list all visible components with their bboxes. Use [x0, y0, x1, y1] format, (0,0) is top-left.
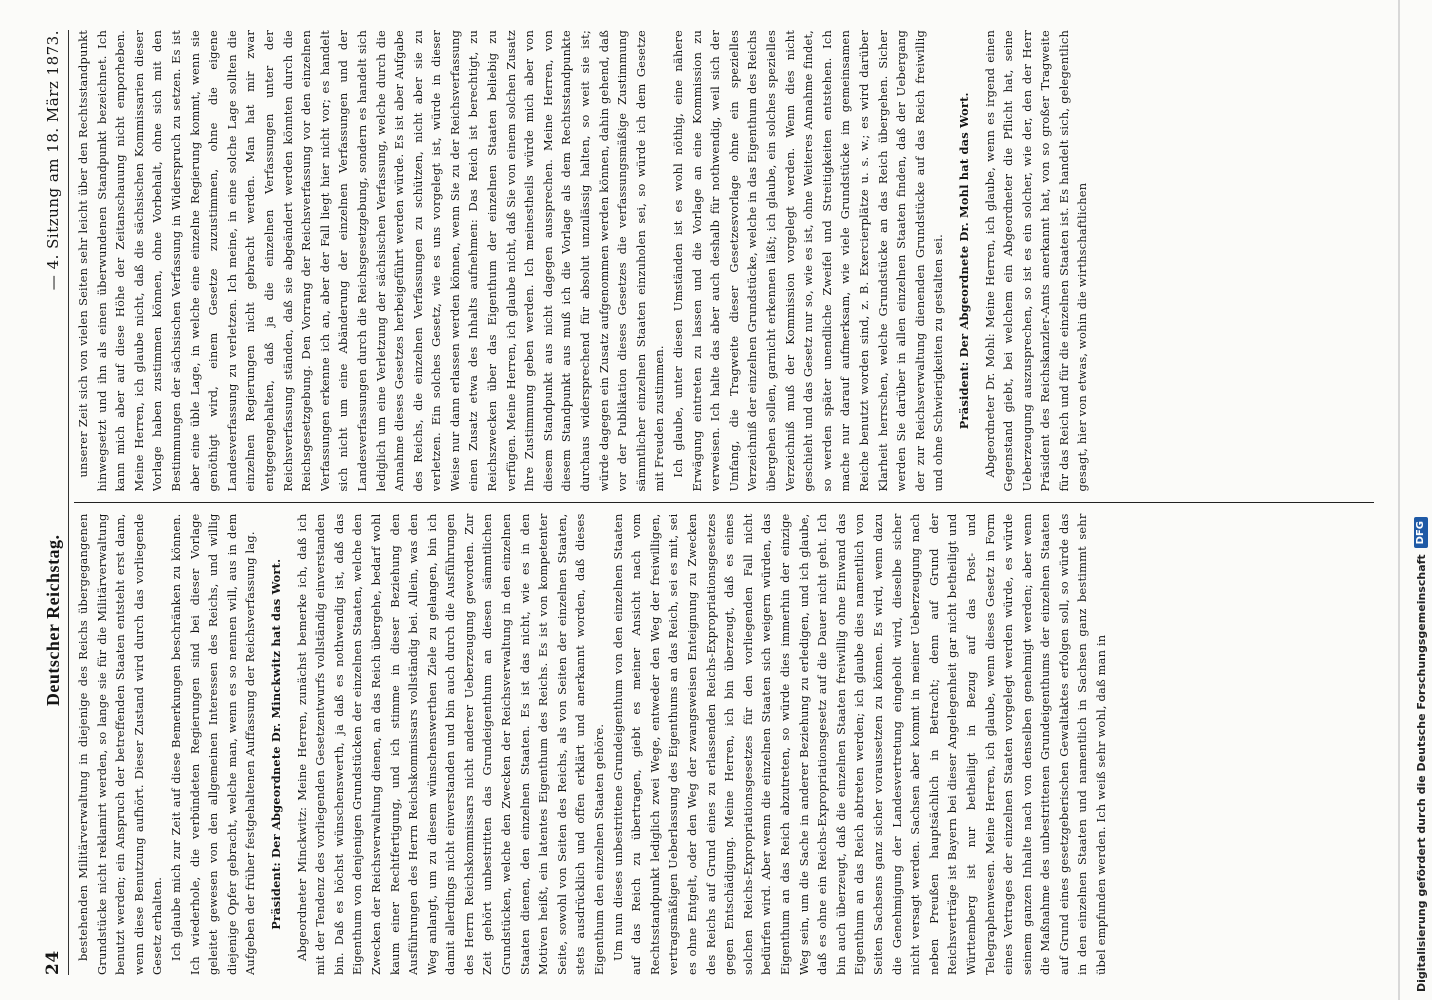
paragraph: Um nun dieses unbestrittene Grundeigenthum von den einzelnen Staaten auf das Reich zu übertragen, giebt es meiner Ansicht nach vom Rechtsstandpunkt lediglich zwei Wege, entweder den Weg der freiwilligen, vertragsmäßigen Ueberlassung des Eigenthums an das Reich, sei es mit, sei es ohne Entgelt, oder den Weg der zwangsweisen Enteignung zu Zwecken des Reichs auf Grund eines zu erlassenden Reichs-Expropriationsgesetzes gegen Entschädigung. Meine Herren, ich bin überzeugt, daß es eines solchen Reichs-Expropriationsgesetzes für den vorliegenden Fall nicht bedürfen wird. Aber wenn die einzelnen Staaten sich weigern würden, das Eigenthum an das Reich abzutreten, so würde dies immerhin der einzige Weg sein, um die Sache in anderer Beziehung zu erledigen, und ich glaube, daß es ohne ein Reichs-Expropriationsgesetz auf die Dauer nicht geht. Ich bin auch überzeugt, daß die einzelnen Staaten freiwillig ohne Einwand das Eigenthum an das Reich abtreten werden; ich glaube dies namentlich von Seiten Sachsens ganz sicher voraussetzen zu können. Es wird, wenn dazu die Genehmigung der Landesvertretung eingeholt wird, dieselbe sicher nicht versagt werden. Sachsen aber kommt in meiner Ueberzeugung nach neben Preußen hauptsächlich in Betracht; denn auf Grund der Reichsverträge ist Bayern bei dieser Angelegenheit gar nicht betheiligt und Württemberg ist nur betheiligt in Bezug auf das Post- und Telegraphenwesen. Meine Herren, ich glaube, wenn dieses Gesetz in Form eines Vertrages der einzelnen Staaten vorgelegt werden würde, es würde seinem ganzen Inhalte nach von denselben genehmigt werden; aber wenn die Maßnahme des unbestrittenen Grundeigenthums der einzelnen Staaten auf Grund eines gesetzgeberischen Gewaltaktes erfolgen soll, so würde das in den einzelnen Staaten und namentlich in Sachsen ganz bestimmt sehr übel empfunden werden. Ich weiß sehr wohl, daß man in: [610, 513, 1109, 975]
speaker-line: Präsident: Der Abgeordnete Dr. Mohl hat das Wort.: [956, 92, 971, 430]
speaker-line: Präsident: Der Abgeordnete Dr. Minckwitz hat das Wort.: [268, 558, 283, 930]
dfg-logo: DFG: [1414, 517, 1428, 548]
paragraph: Abgeordneter Minckwitz: Meine Herren, zunächst bemerke ich, daß ich mit der Tendenz des vorliegenden Gesetzentwurfs vollständig einverstanden bin. Daß es höchst wünschenswerth, ja daß es nothwendig ist, daß das Eigenthum von denjenigen Grundstücken der einzelnen Staaten, welche den Zwecken der Reichsverwaltung dienen, an das Reich übergehe, bedarf wohl kaum einer Rechtfertigung, und ich stimme in dieser Beziehung den Ausführungen des Herrn Reichskommissars vollständig bei. Allein, was den Weg anlangt, um zu diesem wünschenswerthen Ziele zu gelangen, bin ich damit allerdings nicht einverstanden und bin auch durch die Ausführungen des Herrn Reichskommissars nicht anderer Ueberzeugung geworden. Zur Zeit gehört unbestritten das Grundeigenthum an diesen sämmtlichen Grundstücken, welche den Zwecken der Reichsverwaltung in den einzelnen Staaten dienen, den einzelnen Staaten. Es ist das nicht, wie es in den Motiven heißt, ein latentes Eigenthum des Reichs. Es ist von kompetenter Seite, sowohl von Seiten des Reichs, als von Seiten der einzelnen Staaten, stets ausdrücklich und offen erklärt und anerkannt worden, daß dieses Eigenthum den einzelnen Staaten gehöre.: [294, 513, 607, 975]
text-columns: [74, 30, 1374, 975]
session-info: — 4. Sitzung am 18. März 1873.: [44, 30, 62, 291]
dfg-footer: [1412, 2, 1430, 992]
page-title: Deutscher Reichstag.: [42, 534, 63, 707]
paragraph: Ich glaube, unter diesen Umständen ist es wohl nöthig, eine nähere Erwägung eintreten zu lassen und die Vorlage an eine Kommission zu verweisen. Ich halte das aber auch deshalb für nothwendig, weil sich der Umfang, die Tragweite dieser Gesetzesvorlage ohne ein spezielles Verzeichniß der einzelnen Grundstücke, welche in das Eigenthum des Reichs übergehen sollen, garnicht erkennen läßt; ich glaube, ein solches spezielles Verzeichniß muß der Kommission vorgelegt werden. Wenn dies nicht geschieht und das Gesetz nur so, wie es ist, ohne Weiteres Annahme findet, so werden später unendliche Zweifel und Streitigkeiten entstehen. Ich mache nur darauf aufmerksam, wie viele Grundstücke im gemeinsamen Reiche benutzt worden sind, z. B. Exercierplätze u. s. w.; es wird darüber Klarheit herrschen, welche Grundstücke an das Reich übergehen. Sicher werden Sie darüber in allen einzelnen Staaten finden, daß der Uebergang der zur Reichsverwaltung dienenden Grundstücke auf das Reich freiwillig und ohne Schwierigkeiten zu gestalten sei.: [671, 30, 946, 492]
paragraph: Abgeordneter Dr. Mohl: Meine Herren, ich glaube, wenn es irgend einen Gegenstand giebt, bei welchem ein Abgeordneter die Pflicht hat, seine Ueberzeugung auszusprechen, so ist es ein solcher, wie der, den der Herr Präsident des Reichskanzler-Amts anerkannt hat, von so großer Tragweite für das Reich und für die einzelnen Staaten ist. Es handelt sich, gelegentlich gesagt, hier von etwas, wohin die wirthschaftlichen: [982, 30, 1090, 492]
paragraph: unserer Zeit sich von vielen Seiten sehr leicht über den Rechtsstandpunkt hinwegsetzt und ihn als einen überwundenen Standpunkt bezeichnet. Ich kann mich aber auf diese Höhe der Zeitanschauung nicht emporheben. Meine Herren, ich glaube nicht, daß die sächsischen Kommissarien dieser Vorlage haben zustimmen können, ohne Vorbehalt, ohne sich mit den Bestimmungen der sächsischen Verfassung in Widerspruch zu setzen. Es ist aber eine üble Lage, in welche eine einzelne Regierung kommt, wenn sie genöthigt wird, einem Gesetze zuzustimmen, ohne die eigene Landesverfassung zu verletzen. Ich meine, in eine solche Lage sollten die einzelnen Regierungen nicht gebracht werden. Man hat mir zwar entgegengehalten, daß ja die einzelnen Verfassungen unter der Reichsverfassung ständen, daß sie abgeändert werden könnten durch die Reichsgesetzgebung. Den Vorrang der Reichsverfassung vor den einzelnen Verfassungen erkenne ich an, aber der Fall liegt hier nicht vor; es handelt sich nicht um eine Abänderung der einzelnen Verfassungen und der Landesverfassungen durch die Reichsgesetzgebung, sondern es handelt sich lediglich um eine Verletzung der sächsischen Verfassung, welche durch die Annahme dieses Gesetzes herbeigeführt werden würde. Es ist aber Aufgabe des Reichs, die einzelnen Verfassungen zu schützen, nicht aber sie zu verletzen. Ein solches Gesetz, wie es uns vorgelegt ist, würde in dieser Weise nur dann erlassen werden können, wenn Sie zu der Reichsverfassung einen Zusatz etwa des Inhalts aufnehmen: Das Reich ist berechtigt, zu Reichszwecken über das Eigenthum der einzelnen Staaten beliebig zu verfügen. Meine Herren, ich glaube nicht, daß Sie von einem solchen Zusatz Ihre Zustimmung geben werden. Ich meinestheils würde mich aber von diesem Standpunkt aus nicht dagegen aussprechen. Meine Herren, von diesem Standpunkt aus muß ich die Vorlage als dem Rechtsstandpunkte durchaus widersprechend für absolut unzulässig halten, so weit sie ist; würde dagegen ein Zusatz aufgenommen werden können, dahin gehend, daß vor der Publikation dieses Gesetzes die verfassungsmäßige Zustimmung sämmtlicher einzelnen Staaten einzuholen sei, so würde ich dem Gesetze mit Freuden zustimmen.: [76, 30, 667, 492]
paragraph: bestehenden Militärverwaltung in diejenige des Reichs übergegangenen Grundstücke nicht reklamirt werden, so lange sie für die Militärverwaltung benutzt werden; ein Anspruch der betreffenden Staaten entsteht erst dann, wenn diese Benutzung aufhört. Dieser Zustand wird durch das vorliegende Gesetz erhalten.: [76, 513, 165, 975]
left-column: [74, 514, 1374, 976]
page-header: [40, 30, 66, 975]
paragraph: Ich glaube mich zur Zeit auf diese Bemerkungen beschränken zu können. Ich wiederhole, die verbündeten Regierungen sind bei dieser Vorlage geleitet gewesen von den allgemeinen Interessen des Reichs, und willig diejenige Opfer gebracht, welche man, wenn es so nennen will, aus in dem Aufgeben der früher festgehaltenen Auffassung der Reichsverfassung lag.: [168, 513, 258, 975]
page-number: 24: [43, 950, 63, 975]
right-column: [74, 30, 1374, 492]
header-rule: [68, 30, 69, 975]
scan-edge: [1398, 0, 1400, 1000]
rotated-page-content: [40, 30, 1390, 975]
digitization-notice: Digitalisierung gefördert durch die Deutsche Forschungsgemeinschaft: [1414, 554, 1428, 992]
